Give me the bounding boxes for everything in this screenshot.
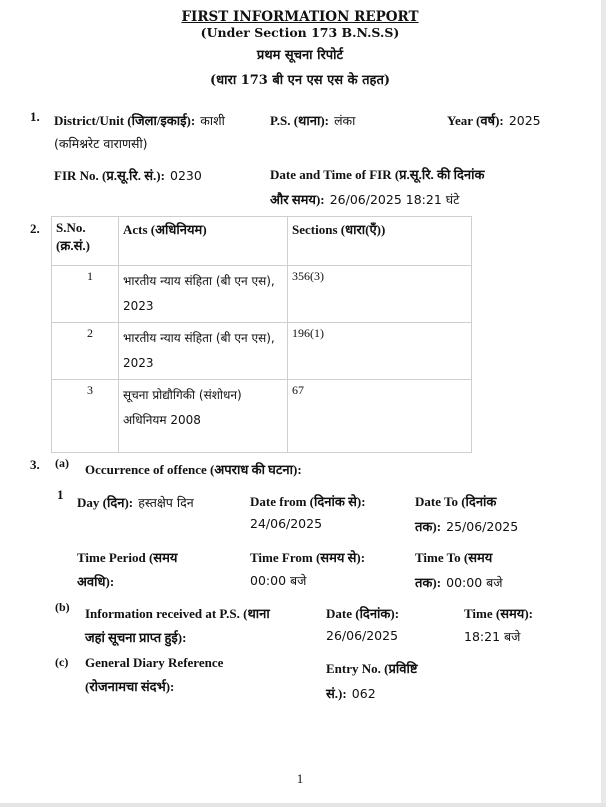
row-act-cell (119, 323, 288, 380)
row-section-cell (288, 380, 472, 453)
row-section: 196(1) (292, 326, 324, 340)
occurrence-row-number: 1 (57, 487, 64, 502)
fir-datetime-label-cont: और समय): (270, 192, 325, 207)
police-station-field (270, 110, 355, 129)
year-field (447, 110, 541, 129)
entry-number-value: 062 (351, 686, 376, 701)
subsection-c-mark: (c) (55, 655, 69, 669)
row-section: 67 (292, 383, 304, 397)
header-sections: Sections (धारा(एँ)) (288, 217, 472, 266)
date-to-field (415, 516, 518, 535)
info-received-label-cont: जहां सूचना प्राप्त हुई): (85, 630, 187, 645)
header-sno-en: S.No. (56, 220, 86, 235)
page-edge (601, 0, 606, 807)
ps-value: लंका (334, 113, 356, 128)
time-from-value: 00:00 बजे (250, 573, 307, 588)
day-label: Day (दिन): (77, 495, 134, 510)
district-label: District/Unit (जिला/इकाई): (54, 113, 196, 128)
fir-datetime-label: Date and Time of FIR (प्र.सू.रि. की दिनांक (270, 167, 485, 182)
row-act: सूचना प्रोद्यौगिकी (संशोधन) अधिनियम 2008 (123, 388, 242, 427)
header-sno-hi: (क्र.सं.) (56, 238, 90, 253)
occurrence-label: Occurrence of offence (अपराध की घटना): (85, 462, 302, 477)
row-sno-cell (52, 380, 119, 453)
page-number: 1 (296, 771, 304, 786)
row-sno: 1 (87, 269, 93, 283)
table-row (52, 323, 472, 380)
fir-number-field (54, 165, 202, 184)
gd-reference-label: General Diary Reference (85, 655, 224, 670)
info-date-label: Date (दिनांक): (326, 606, 400, 621)
header-acts: Acts (अधिनियम) (119, 217, 288, 266)
gd-reference-label-cont: (रोजनामचा संदर्भ): (85, 679, 175, 694)
date-from-value: 24/06/2025 (250, 516, 323, 531)
section-2-number: 2. (30, 221, 40, 236)
time-to-value: 00:00 बजे (446, 575, 503, 590)
table-header-row (52, 217, 472, 266)
year-value: 2025 (508, 113, 541, 128)
doc-subtitle: (Under Section 173 B.N.S.S) (200, 25, 400, 40)
date-to-label-cont: तक): (415, 519, 442, 534)
time-period-label-cont: अवधि): (77, 574, 115, 589)
date-to-value: 25/06/2025 (446, 519, 519, 534)
row-sno: 2 (87, 326, 93, 340)
section-3-number: 3. (30, 457, 40, 472)
row-section-cell (288, 323, 472, 380)
fir-label: FIR No. (प्र.सू.रि. सं.): (54, 168, 165, 183)
row-section: 356(3) (292, 269, 324, 283)
page-edge-bottom (0, 803, 606, 807)
time-to-label: Time To (समय (415, 550, 493, 565)
doc-subtitle-hindi: (धारा 173 बी एन एस एस के तहत) (209, 73, 391, 88)
info-date-value: 26/06/2025 (326, 628, 399, 643)
row-section-cell (288, 266, 472, 323)
time-period-label: Time Period (समय (77, 550, 178, 565)
row-sno-cell (52, 323, 119, 380)
district-value: काशी (200, 113, 225, 128)
row-act: भारतीय न्याय संहिता (बी एन एस), 2023 (123, 274, 275, 313)
doc-title-hindi: प्रथम सूचना रिपोर्ट (256, 48, 344, 63)
date-from-label: Date from (दिनांक से): (250, 494, 366, 509)
table-row (52, 380, 472, 453)
fir-datetime-field (270, 189, 459, 208)
time-to-field (415, 572, 503, 591)
ps-label: P.S. (थाना): (270, 113, 329, 128)
row-act: भारतीय न्याय संहिता (बी एन एस), 2023 (123, 331, 275, 370)
doc-title: FIRST INFORMATION REPORT (181, 9, 419, 25)
header-sno (52, 217, 119, 266)
table-row (52, 266, 472, 323)
day-value: हस्तक्षेप दिन (138, 495, 194, 510)
entry-number-label-cont: सं.): (326, 686, 347, 701)
subsection-a-mark: (a) (55, 456, 69, 470)
info-time-value: 18:21 बजे (464, 629, 521, 644)
subsection-b-mark: (b) (55, 600, 70, 614)
year-label: Year (वर्ष): (447, 113, 504, 128)
day-field (77, 492, 194, 511)
district-value-cont: (कमिश्नरेट वाराणसी) (54, 136, 148, 151)
fir-datetime-value: 26/06/2025 18:21 घंटे (329, 192, 460, 207)
entry-number-field (326, 683, 376, 702)
date-to-label: Date To (दिनांक (415, 494, 497, 509)
section-1-number: 1. (30, 109, 40, 124)
time-to-label-cont: तक): (415, 575, 442, 590)
info-time-label: Time (समय): (464, 606, 533, 621)
row-sno: 3 (87, 383, 93, 397)
entry-number-label: Entry No. (प्रविष्टि (326, 661, 418, 676)
row-act-cell (119, 266, 288, 323)
info-received-label: Information received at P.S. (थाना (85, 606, 270, 621)
acts-sections-table (51, 216, 472, 453)
time-from-label: Time From (समय से): (250, 550, 366, 565)
fir-value: 0230 (170, 168, 202, 183)
district-field (54, 110, 225, 129)
row-act-cell (119, 380, 288, 453)
row-sno-cell (52, 266, 119, 323)
